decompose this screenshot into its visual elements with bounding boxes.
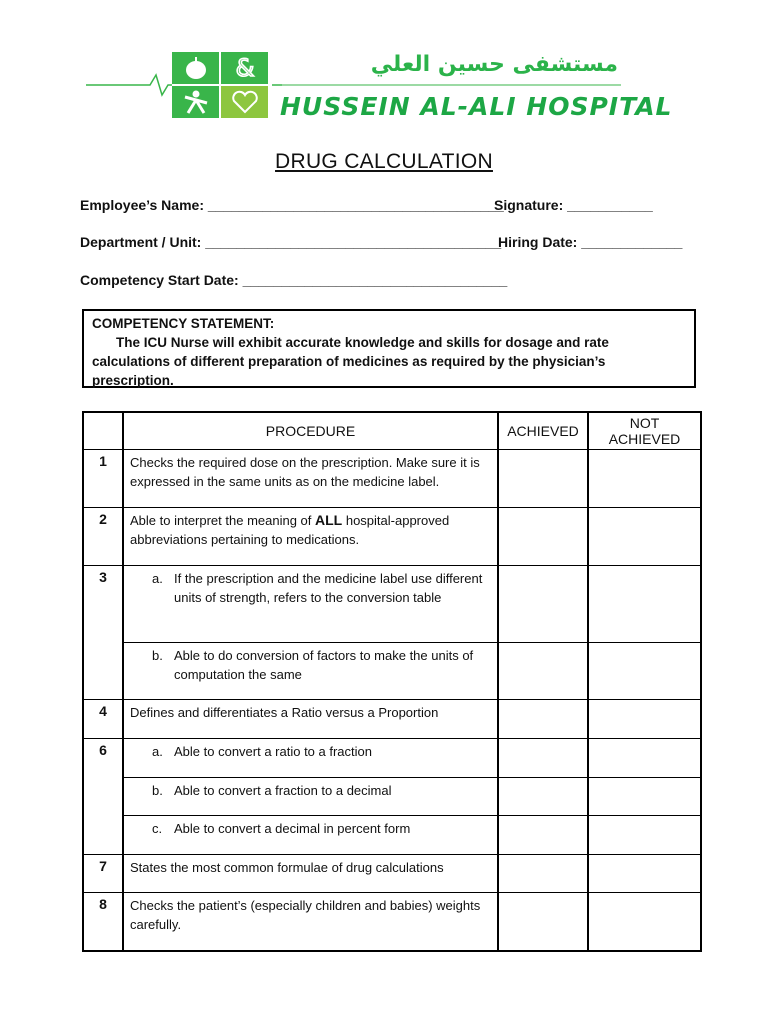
apple-icon <box>172 52 219 84</box>
row-number: 7 <box>83 855 123 893</box>
svg-text:&: & <box>235 55 254 81</box>
table-row <box>83 643 701 700</box>
not-achieved-cell[interactable] <box>588 739 701 778</box>
table-row <box>83 816 701 855</box>
signature-field[interactable]: Signature: ___________ <box>494 197 653 213</box>
person-icon <box>172 86 219 118</box>
procedure-text: States the most common formulae of drug calculations <box>123 855 498 893</box>
procedure-text-part: hospital-approved abbreviations pertaining to medications. <box>130 513 450 547</box>
achieved-cell[interactable] <box>498 739 588 778</box>
subitem-text: Able to convert a fraction to a decimal <box>174 783 392 798</box>
table-row <box>83 778 701 816</box>
competency-start-date-field[interactable]: Competency Start Date: __________________________________ <box>80 272 508 288</box>
not-achieved-cell[interactable] <box>588 816 701 855</box>
subitem-text: Able to do conversion of factors to make the units of computation the same <box>174 648 474 682</box>
page-title: DRUG CALCULATION <box>275 150 493 173</box>
row-number: 2 <box>83 508 123 566</box>
achieved-cell[interactable] <box>498 816 588 855</box>
not-achieved-cell[interactable] <box>588 508 701 566</box>
procedure-subitem <box>123 816 498 855</box>
achieved-cell[interactable] <box>498 643 588 700</box>
procedure-text-emphasis: ALL <box>315 512 343 528</box>
row-number: 6 <box>83 739 123 855</box>
heart-icon <box>221 86 268 118</box>
achieved-cell[interactable] <box>498 778 588 816</box>
procedure-text <box>123 508 498 566</box>
achieved-cell[interactable] <box>498 566 588 643</box>
subitem-letter: b. <box>152 783 163 798</box>
hiring-date-field[interactable]: Hiring Date: _____________ <box>498 234 683 250</box>
not-achieved-cell[interactable] <box>588 450 701 508</box>
statement-body: The ICU Nurse will exhibit accurate knowledge and skills for dosage and rate calculations of different preparation of medicines as required by the physician’s prescription. <box>92 335 609 388</box>
subitem-letter: a. <box>152 744 163 759</box>
subitem-text: Able to convert a decimal in percent form <box>174 821 411 836</box>
procedure-text-part: Able to interpret the meaning of <box>130 513 316 528</box>
achieved-cell[interactable] <box>498 893 588 951</box>
table-row <box>83 508 701 566</box>
row-number: 8 <box>83 893 123 951</box>
table-row <box>83 450 701 508</box>
header-number <box>83 412 123 450</box>
not-achieved-cell[interactable] <box>588 566 701 643</box>
subitem-letter: b. <box>152 648 163 663</box>
procedure-text: Checks the patient’s (especially children and babies) weights carefully. <box>123 893 498 951</box>
statement-heading: COMPETENCY STATEMENT: <box>92 316 275 331</box>
subitem-letter: c. <box>152 821 163 836</box>
procedure-subitem <box>123 566 498 643</box>
achieved-cell[interactable] <box>498 450 588 508</box>
procedure-subitem <box>123 778 498 816</box>
hospital-name-arabic: مستشفى حسين العلي <box>370 52 618 77</box>
department-field[interactable]: Department / Unit: ______________________________________ <box>80 234 502 250</box>
subitem-text: If the prescription and the medicine label use different units of strength, refers to the conversion table <box>174 571 483 605</box>
hospital-name: HUSSEIN AL-ALI HOSPITAL <box>280 92 673 121</box>
table-header-row <box>83 412 701 450</box>
header-achieved: ACHIEVED <box>498 412 588 450</box>
not-achieved-cell[interactable] <box>588 643 701 700</box>
header-procedure: PROCEDURE <box>123 412 498 450</box>
employee-name-field[interactable]: Employee’s Name: ______________________________________ <box>80 197 504 213</box>
procedure-text: Defines and differentiates a Ratio versus a Proportion <box>123 700 498 739</box>
not-achieved-cell[interactable] <box>588 700 701 739</box>
table-row <box>83 700 701 739</box>
row-number: 3 <box>83 566 123 700</box>
achieved-cell[interactable] <box>498 508 588 566</box>
procedure-table <box>82 411 702 952</box>
not-achieved-cell[interactable] <box>588 855 701 893</box>
table-row <box>83 893 701 951</box>
subitem-text: Able to convert a ratio to a fraction <box>174 744 372 759</box>
hospital-logo <box>86 50 673 121</box>
achieved-cell[interactable] <box>498 700 588 739</box>
procedure-subitem <box>123 643 498 700</box>
not-achieved-cell[interactable] <box>588 778 701 816</box>
procedure-subitem <box>123 739 498 778</box>
table-row <box>83 855 701 893</box>
ampersand-icon <box>221 52 268 84</box>
table-row <box>83 566 701 643</box>
procedure-text: Checks the required dose on the prescription. Make sure it is expressed in the same units as on the medicine label. <box>123 450 498 508</box>
row-number: 4 <box>83 700 123 739</box>
row-number: 1 <box>83 450 123 508</box>
not-achieved-cell[interactable] <box>588 893 701 951</box>
table-row <box>83 739 701 778</box>
competency-statement <box>82 309 696 388</box>
subitem-letter: a. <box>152 571 163 586</box>
header-not-achieved: NOT ACHIEVED <box>588 412 701 450</box>
achieved-cell[interactable] <box>498 855 588 893</box>
